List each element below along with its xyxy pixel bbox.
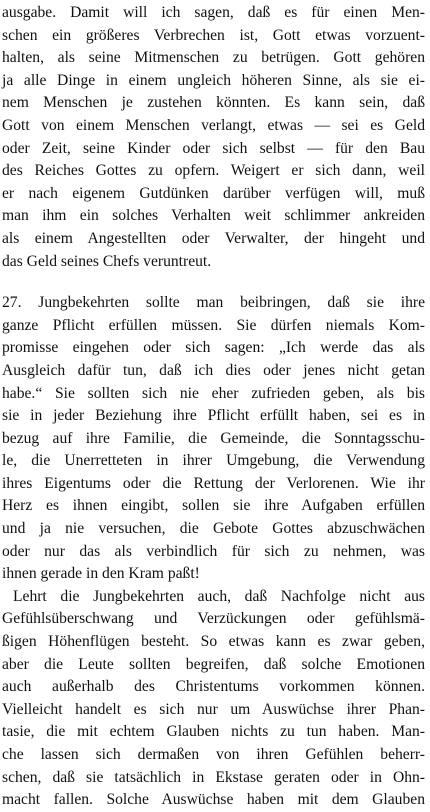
text-line: ihnen gerade in den Kram paßt! [2,565,200,583]
text-line: Lehrt die Jungbekehrten auch, daß Nachfolge nicht aus [13,587,425,605]
text-line: des Reiches Gottes zu opfern. Weigert er sich dann, weil [2,162,425,180]
text-line: ihres Eigentums oder die Rettung der Verlorenen. Wie ihr [2,474,425,492]
text-line: schen, daß sie tatsächlich in Ekstase geraten oder in Ohn- [2,768,425,786]
text-line: er nach eigenem Gutdünken darüber verfügen will, muß [2,184,425,202]
text-line: nem Menschen je zustehen könnten. Es kann sein, daß [2,94,425,112]
text-line: das Geld seines Chefs veruntreut. [2,252,212,270]
text-line: oder Zeit, seine Kinder oder sich selbst — für den Bau [2,139,425,157]
paragraph-gap [2,273,425,292]
text-line: sie in jeder Beziehung ihre Pflicht erfüllt haben, sei es in [2,407,425,425]
text-line: ausgabe. Damit will ich sagen, daß es für einen Men- [2,4,425,21]
text-line: Gefühlsüberschwang und Verzückungen oder gefühlsmä- [2,610,425,628]
text-line: macht fallen. Solche Auswüchse haben mit dem Glauben [2,791,425,809]
text-line: habe.“ Sie sollten sich nie eher zufrieden geben, als bis [2,384,425,402]
text-line: che lassen sich dermaßen von ihren Gefühlen beherr- [2,746,425,763]
text-line: promisse eingehen oder sich sagen: „Ich werde das als [2,339,425,357]
paragraph-indented [2,586,425,812]
book-page [2,2,425,809]
text-line: ja alle Dinge in einem ungleich höheren Sinne, als sie ei- [2,71,425,89]
text-line: 27. Jungbekehrten sollte man beibringen, daß sie ihre [2,294,425,312]
numbered-paragraph-27 [2,292,425,586]
paragraph-continuation [2,2,425,273]
text-line: und ja nie versuchen, die Gebote Gottes abzuschwächen [2,520,425,538]
text-line: bezug auf ihre Familie, die Gemeinde, die Sonntagsschu- [2,429,425,447]
text-line: ganze Pflicht erfüllen müssen. Sie dürfen niemals Kom- [2,316,425,334]
text-line: schen ein größeres Verbrechen ist, Gott etwas vorzuent- [2,26,425,44]
text-line: Vielleicht handelt es sich nur um Auswüchse ihrer Phan- [2,700,425,718]
text-line: halten, als seine Mitmenschen zu betrügen. Gott gehören [2,49,425,67]
text-line: Gott von einem Menschen verlangt, etwas — sei es Geld [2,116,425,134]
text-line: auch außerhalb des Christentums vorkommen können. [2,678,425,696]
text-line: oder nur das als verbindlich für sich zu nehmen, was [2,542,425,560]
text-line: als einem Angestellten oder Verwalter, der hingeht und [2,229,425,247]
text-line: aber die Leute sollten begreifen, daß solche Emotionen [2,655,425,673]
text-line: tasie, die mit echtem Glauben nichts zu tun haben. Man- [2,723,425,741]
text-line: man ihm ein solches Verhalten weit schlimmer ankreiden [2,207,425,225]
text-line: Ausgleich dafür tun, daß ich dies oder jenes nicht getan [2,361,425,379]
text-line: Herz es ihnen eingibt, sollen sie ihre Aufgaben erfüllen [2,497,425,515]
text-line: ßigen Höhenflügen besteht. So etwas kann es zwar geben, [2,633,425,651]
text-line: le, die Unerretteten in ihrer Umgebung, die Verwendung [2,452,425,470]
